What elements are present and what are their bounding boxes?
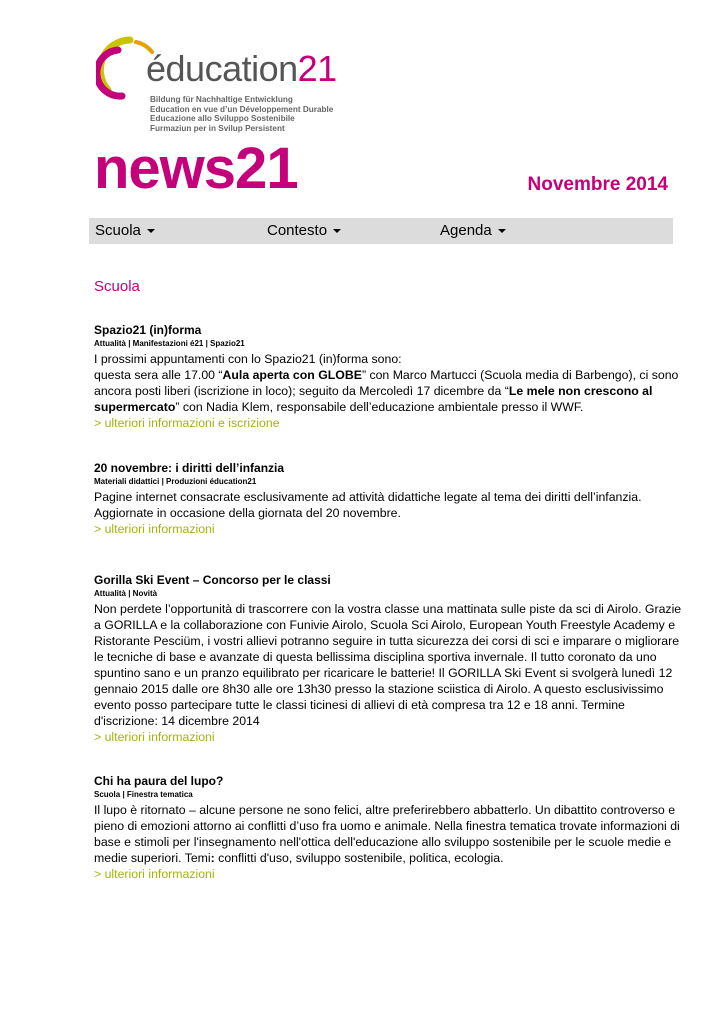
section-heading: Scuola bbox=[94, 278, 140, 295]
temi-label: Temi bbox=[184, 851, 211, 865]
nav-item-agenda[interactable] bbox=[440, 222, 506, 239]
article-categories: Scuola | Finestra tematica bbox=[94, 790, 193, 799]
more-info-link[interactable]: > ulteriori informazioni bbox=[94, 522, 215, 536]
logo-wordmark: éducation21 bbox=[146, 48, 337, 89]
article-paragraph: Pagine internet consacrate esclusivamente ad attività didattiche legate al tema dei diritti dell’infanzia. bbox=[94, 490, 642, 504]
article-paragraph: questa sera alle 17.00 “Aula aperta con GLOBE” con Marco Martucci (Scuola media di Barbengo), ci sono ancora posti liberi (iscrizione in loco); seguito da Mercoledì 17 dicembre da “Le mele non crescono al supermercato” con Nadia Klem, responsabile dell’educazione ambientale presso il WWF. bbox=[94, 368, 679, 414]
logo-tagline-rm: Furmaziun per in Svilup Persistent bbox=[150, 124, 285, 134]
article-categories: Attualità | Novità bbox=[94, 589, 158, 598]
newsletter-title: news21 bbox=[94, 136, 298, 201]
article-lupo bbox=[94, 774, 684, 882]
article-body: Il lupo è ritornato – alcune persone ne sono felici, altre preferirebbero abbatterlo. Un dibattito controverso e pieno di emozioni attorno ai conflitti d’uso fra uomo e animale. Nella finestra tematica trovate informazioni di base e stimoli per l'insegnamento nell'ottica dell'educazione allo sviluppo sostenibile per le scuole medie e medie superiori. Temi: conflitti d'uso, sviluppo sostenibile, politica, ecologia. bbox=[94, 803, 680, 865]
article-categories: Materiali didattici | Produzioni éducation21 bbox=[94, 477, 257, 486]
logo-tagline bbox=[150, 95, 333, 134]
nav-item-scuola[interactable] bbox=[95, 222, 155, 239]
caret-down-icon bbox=[147, 229, 155, 233]
article-body: Non perdete l’opportunità di trascorrere con la vostra classe una mattinata sulle piste da sci di Airolo. Grazie a GORILLA e la collaborazione con Funivie Airolo, Scuola Sci Airolo, European Youth Freestyle Academy e Ristorante Pesciüm, i vostri allievi potranno seguire in tutta sicurezza dei corsi di sci e imparare o migliorare le tecniche di base e avanzate di questa bellissima disciplina sportiva invernale. Il tutto coronato da uno spuntino sano e un pranzo equilibrato per ricaricare le batterie! Il GORILLA Ski Event si svolgerà lunedì 12 gennaio 2015 dalle ore 8h30 alle ore 13h30 presso la stazione sciistica di Airolo. A questo esclusivissimo evento posso partecipare tutte le classi ticinesi di allievi di età compresa tra 12 e 18 anni. Termine d'iscrizione: 14 dicembre 2014 bbox=[94, 602, 682, 728]
article-diritti-infanzia bbox=[94, 461, 684, 537]
nav-item-label: Agenda bbox=[440, 222, 492, 239]
article-title: Chi ha paura del lupo? bbox=[94, 774, 224, 788]
event-name-globe: Aula aperta con GLOBE bbox=[222, 368, 362, 382]
article-title: Gorilla Ski Event – Concorso per le classi bbox=[94, 573, 331, 587]
article-gorilla-ski bbox=[94, 573, 684, 745]
article-body bbox=[94, 489, 684, 521]
article-intro: I prossimi appuntamenti con lo Spazio21 (in)forma sono: bbox=[94, 352, 402, 366]
article-categories: Attualità | Manifestazioni é21 | Spazio21 bbox=[94, 339, 245, 348]
navigation-bar bbox=[89, 218, 673, 244]
nav-item-label: Scuola bbox=[95, 222, 141, 239]
logo-tagline-de: Bildung für Nachhaltige Entwicklung bbox=[150, 95, 293, 104]
caret-down-icon bbox=[333, 229, 341, 233]
article-spazio21 bbox=[94, 323, 684, 431]
nav-item-label: Contesto bbox=[267, 222, 328, 239]
education21-logo bbox=[96, 34, 336, 139]
caret-down-icon bbox=[498, 229, 506, 233]
logo-tagline-fr: Education en vue d’un Développement Durable bbox=[150, 104, 334, 114]
article-title: Spazio21 (in)forma bbox=[94, 323, 202, 337]
more-info-link[interactable]: > ulteriori informazioni bbox=[94, 730, 215, 744]
event-name-mele: Le mele non crescono al supermercato bbox=[94, 384, 653, 414]
more-info-link[interactable]: > ulteriori informazioni bbox=[94, 867, 215, 881]
article-body bbox=[94, 351, 684, 415]
issue-date: Novembre 2014 bbox=[527, 174, 668, 195]
more-info-link[interactable]: > ulteriori informazioni e iscrizione bbox=[94, 416, 280, 430]
article-title: 20 novembre: i diritti dell’infanzia bbox=[94, 461, 285, 475]
nav-item-contesto[interactable] bbox=[267, 222, 341, 239]
logo-tagline-it: Educazione allo Sviluppo Sostenibile bbox=[150, 114, 295, 124]
article-paragraph: Aggiornate in occasione della giornata del 20 novembre. bbox=[94, 506, 401, 520]
